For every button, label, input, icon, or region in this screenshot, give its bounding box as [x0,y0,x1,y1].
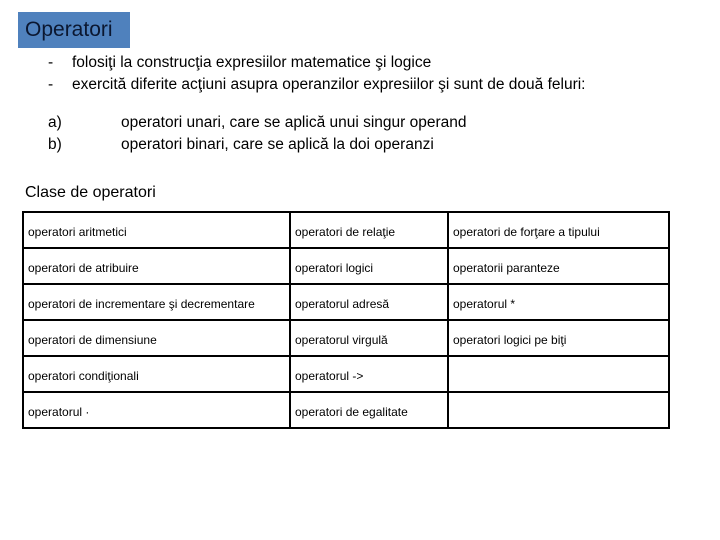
table-cell: operatori logici [290,248,448,284]
table-cell: operatori de dimensiune [23,320,290,356]
table-row [23,284,669,320]
table-cell: operatori de forţare a tipului [448,212,669,248]
table-row [23,320,669,356]
bullet-text: exercită diferite acţiuni asupra operanzilor expresiilor şi sunt de două feluri: [72,76,586,93]
page-title: Operatori [18,12,130,48]
bullet-item: - folosiţi la construcţia expresiilor matematice şi logice [48,54,432,71]
table-cell: operatorul virgulă [290,320,448,356]
table-row [23,248,669,284]
bullet-text: folosiţi la construcţia expresiilor matematice şi logice [72,54,432,71]
table-cell: operatori logici pe biţi [448,320,669,356]
table-cell: operatorul adresă [290,284,448,320]
table-cell: operatorii paranteze [448,248,669,284]
table-row [23,212,669,248]
type-item [48,114,467,132]
type-text: operatori unari, care se aplică unui singur operand [121,114,467,131]
section-subtitle: Clase de operatori [25,184,156,201]
table-row [23,356,669,392]
type-text: operatori binari, care se aplică la doi operanzi [121,136,434,153]
table-cell: operatori de incrementare şi decrementare [23,284,290,320]
table-cell: operatori de egalitate [290,392,448,428]
table-cell: operatorul * [448,284,669,320]
table-cell [448,392,669,428]
operator-classes-table [22,211,670,429]
table-cell: operatori condiţionali [23,356,290,392]
table-cell: operatori de relaţie [290,212,448,248]
table-cell [448,356,669,392]
table-cell: operatori de atribuire [23,248,290,284]
type-label: a) [48,114,62,131]
bullet-item: - exercită diferite acţiuni asupra operanzilor expresiilor şi sunt de două feluri: [48,76,586,93]
table-row [23,392,669,428]
table-cell: operatorul -> [290,356,448,392]
table-cell: operatori aritmetici [23,212,290,248]
type-item [48,136,434,154]
type-label: b) [48,136,62,153]
table-cell: operatorul · [23,392,290,428]
